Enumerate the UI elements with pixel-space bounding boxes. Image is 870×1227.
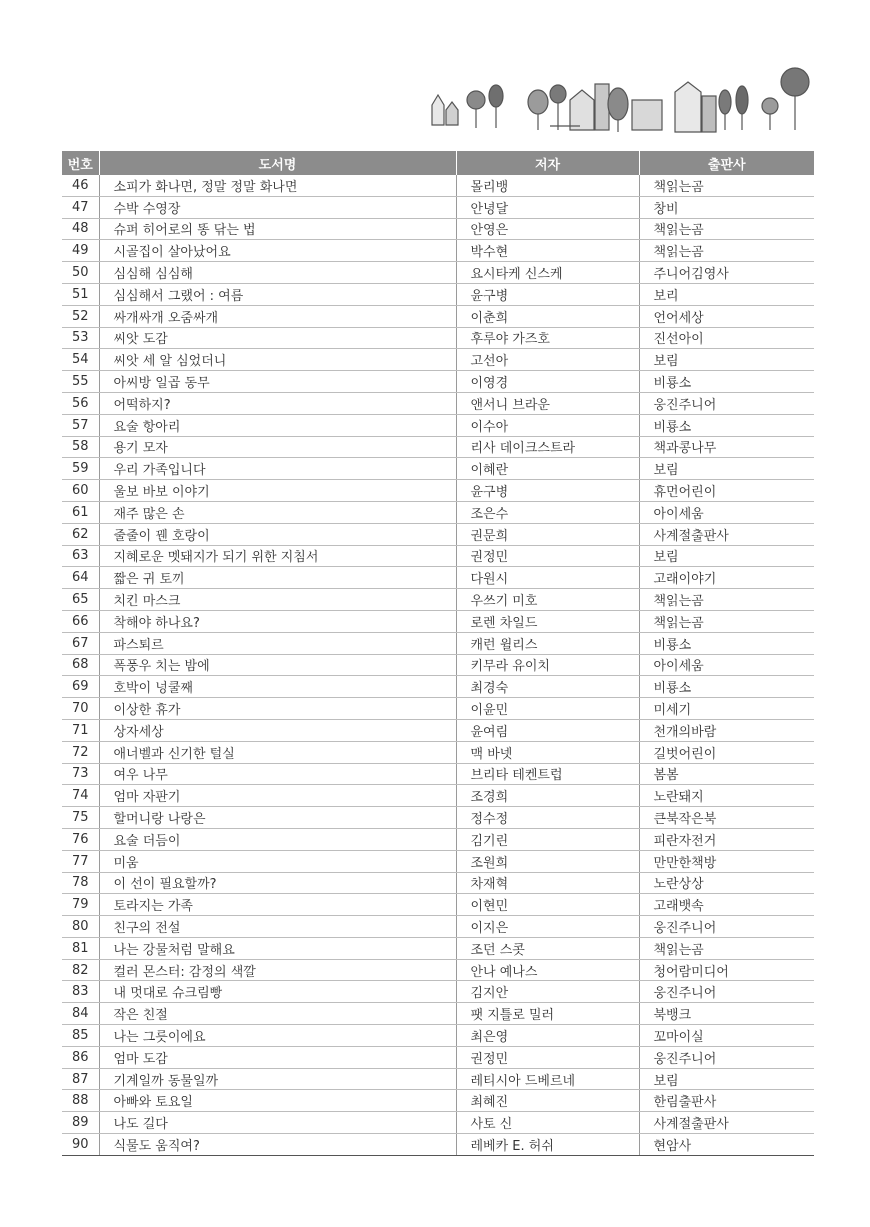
row-number: 62 <box>62 523 99 545</box>
book-title: 엄마 도감 <box>99 1046 456 1068</box>
book-publisher: 책읽는곰 <box>639 240 814 262</box>
table-row <box>62 567 814 589</box>
book-author: 김지안 <box>456 981 639 1003</box>
row-number: 70 <box>62 698 99 720</box>
table-row <box>62 523 814 545</box>
row-number: 66 <box>62 610 99 632</box>
book-author: 최은영 <box>456 1025 639 1047</box>
book-publisher: 한림출판사 <box>639 1090 814 1112</box>
book-title: 토라지는 가족 <box>99 894 456 916</box>
book-publisher: 피란자전거 <box>639 828 814 850</box>
book-title: 기계일까 동물일까 <box>99 1068 456 1090</box>
row-number: 50 <box>62 262 99 284</box>
book-publisher: 보림 <box>639 1068 814 1090</box>
book-publisher: 큰북작은북 <box>639 807 814 829</box>
book-author: 권정민 <box>456 1046 639 1068</box>
book-title: 애너벨과 신기한 털실 <box>99 741 456 763</box>
book-publisher: 웅진주니어 <box>639 1046 814 1068</box>
book-title: 내 멋대로 슈크림빵 <box>99 981 456 1003</box>
book-title: 울보 바보 이야기 <box>99 480 456 502</box>
book-author: 이지은 <box>456 916 639 938</box>
row-number: 46 <box>62 175 99 196</box>
row-number: 52 <box>62 305 99 327</box>
book-author: 윤구병 <box>456 283 639 305</box>
book-publisher: 웅진주니어 <box>639 981 814 1003</box>
table-row <box>62 916 814 938</box>
book-title: 여우 나무 <box>99 763 456 785</box>
book-title: 지혜로운 멧돼지가 되기 위한 지침서 <box>99 545 456 567</box>
row-number: 64 <box>62 567 99 589</box>
book-title: 줄줄이 꿴 호랑이 <box>99 523 456 545</box>
book-author: 박수현 <box>456 240 639 262</box>
book-publisher: 만만한책방 <box>639 850 814 872</box>
table-row <box>62 458 814 480</box>
row-number: 51 <box>62 283 99 305</box>
table-row <box>62 480 814 502</box>
book-title: 아씨방 일곱 동무 <box>99 371 456 393</box>
table-row <box>62 763 814 785</box>
book-author: 이영경 <box>456 371 639 393</box>
book-author: 최경숙 <box>456 676 639 698</box>
book-author: 로렌 차일드 <box>456 610 639 632</box>
row-number: 87 <box>62 1068 99 1090</box>
book-title: 소피가 화나면, 정말 정말 화나면 <box>99 175 456 196</box>
book-author: 후루야 가즈호 <box>456 327 639 349</box>
book-publisher: 휴먼어린이 <box>639 480 814 502</box>
book-author: 이혜란 <box>456 458 639 480</box>
book-author: 요시타케 신스케 <box>456 262 639 284</box>
table-row <box>62 305 814 327</box>
table-row <box>62 218 814 240</box>
book-publisher: 비룡소 <box>639 371 814 393</box>
book-author: 리사 데이크스트라 <box>456 436 639 458</box>
book-author: 몰리뱅 <box>456 175 639 196</box>
table-row <box>62 589 814 611</box>
book-author: 고선아 <box>456 349 639 371</box>
book-author: 팻 지틀로 밀러 <box>456 1003 639 1025</box>
row-number: 75 <box>62 807 99 829</box>
book-publisher: 보림 <box>639 349 814 371</box>
book-title: 슈퍼 히어로의 똥 닦는 법 <box>99 218 456 240</box>
book-title: 컬러 몬스터: 감정의 색깔 <box>99 959 456 981</box>
book-publisher: 아이세움 <box>639 501 814 523</box>
book-title: 짧은 귀 토끼 <box>99 567 456 589</box>
book-title: 아빠와 토요일 <box>99 1090 456 1112</box>
row-number: 55 <box>62 371 99 393</box>
book-author: 안녕달 <box>456 196 639 218</box>
row-number: 61 <box>62 501 99 523</box>
book-title: 작은 친절 <box>99 1003 456 1025</box>
book-author: 조경희 <box>456 785 639 807</box>
book-publisher: 비룡소 <box>639 632 814 654</box>
book-publisher: 진선아이 <box>639 327 814 349</box>
table-row <box>62 1046 814 1068</box>
row-number: 77 <box>62 850 99 872</box>
book-author: 캐런 윌리스 <box>456 632 639 654</box>
book-author: 이춘희 <box>456 305 639 327</box>
row-number: 54 <box>62 349 99 371</box>
book-author: 이현민 <box>456 894 639 916</box>
book-title: 엄마 자판기 <box>99 785 456 807</box>
book-title: 나는 강물처럼 말해요 <box>99 937 456 959</box>
book-publisher: 노란상상 <box>639 872 814 894</box>
row-number: 48 <box>62 218 99 240</box>
table-row <box>62 392 814 414</box>
book-publisher: 책읽는곰 <box>639 937 814 959</box>
book-publisher: 책읽는곰 <box>639 610 814 632</box>
row-number: 80 <box>62 916 99 938</box>
book-title: 나는 그릇이에요 <box>99 1025 456 1047</box>
book-author: 이윤민 <box>456 698 639 720</box>
row-number: 85 <box>62 1025 99 1047</box>
book-author: 윤구병 <box>456 480 639 502</box>
table-row <box>62 719 814 741</box>
table-header-row <box>62 151 814 175</box>
book-author: 다원시 <box>456 567 639 589</box>
book-publisher: 책읽는곰 <box>639 218 814 240</box>
book-publisher: 고래이야기 <box>639 567 814 589</box>
book-publisher: 웅진주니어 <box>639 392 814 414</box>
book-author: 정수정 <box>456 807 639 829</box>
book-publisher: 아이세움 <box>639 654 814 676</box>
book-publisher: 책읽는곰 <box>639 589 814 611</box>
row-number: 73 <box>62 763 99 785</box>
table-row <box>62 1003 814 1025</box>
row-number: 83 <box>62 981 99 1003</box>
row-number: 68 <box>62 654 99 676</box>
table-row <box>62 676 814 698</box>
header-author: 저자 <box>456 151 639 175</box>
table-row <box>62 981 814 1003</box>
table-row <box>62 807 814 829</box>
row-number: 59 <box>62 458 99 480</box>
row-number: 88 <box>62 1090 99 1112</box>
table-row <box>62 1068 814 1090</box>
book-publisher: 봄봄 <box>639 763 814 785</box>
table-row <box>62 327 814 349</box>
row-number: 72 <box>62 741 99 763</box>
book-author: 앤서니 브라운 <box>456 392 639 414</box>
row-number: 90 <box>62 1134 99 1156</box>
book-publisher: 책읽는곰 <box>639 175 814 196</box>
book-author: 조원희 <box>456 850 639 872</box>
book-list-table <box>62 151 814 1156</box>
book-author: 레베카 E. 허쉬 <box>456 1134 639 1156</box>
book-author: 차재혁 <box>456 872 639 894</box>
book-publisher: 책과콩나무 <box>639 436 814 458</box>
row-number: 65 <box>62 589 99 611</box>
book-title: 미움 <box>99 850 456 872</box>
book-publisher: 사계절출판사 <box>639 1112 814 1134</box>
row-number: 89 <box>62 1112 99 1134</box>
table-row <box>62 262 814 284</box>
row-number: 81 <box>62 937 99 959</box>
table-row <box>62 1112 814 1134</box>
book-publisher: 미세기 <box>639 698 814 720</box>
book-title: 폭풍우 치는 밤에 <box>99 654 456 676</box>
book-title: 파스퇴르 <box>99 632 456 654</box>
book-author: 권문희 <box>456 523 639 545</box>
book-title: 시골집이 살아났어요 <box>99 240 456 262</box>
book-title: 심심해 심심해 <box>99 262 456 284</box>
book-title: 이 선이 필요할까? <box>99 872 456 894</box>
table-row <box>62 632 814 654</box>
book-publisher: 노란돼지 <box>639 785 814 807</box>
book-title: 심심해서 그랬어 : 여름 <box>99 283 456 305</box>
book-title: 수박 수영장 <box>99 196 456 218</box>
book-title: 재주 많은 손 <box>99 501 456 523</box>
table-row <box>62 349 814 371</box>
row-number: 63 <box>62 545 99 567</box>
table-row <box>62 501 814 523</box>
row-number: 49 <box>62 240 99 262</box>
table-row <box>62 610 814 632</box>
table-row <box>62 196 814 218</box>
row-number: 74 <box>62 785 99 807</box>
table-row <box>62 1090 814 1112</box>
book-title: 상자세상 <box>99 719 456 741</box>
table-row <box>62 240 814 262</box>
table-row <box>62 436 814 458</box>
row-number: 60 <box>62 480 99 502</box>
book-title: 용기 모자 <box>99 436 456 458</box>
table-row <box>62 937 814 959</box>
book-author: 조은수 <box>456 501 639 523</box>
book-title: 씨앗 도감 <box>99 327 456 349</box>
book-publisher: 비룡소 <box>639 676 814 698</box>
table-row <box>62 175 814 196</box>
book-title: 씨앗 세 알 심었더니 <box>99 349 456 371</box>
book-title: 우리 가족입니다 <box>99 458 456 480</box>
book-publisher: 언어세상 <box>639 305 814 327</box>
book-author: 키무라 유이치 <box>456 654 639 676</box>
village-trees-illustration <box>420 60 820 135</box>
row-number: 53 <box>62 327 99 349</box>
book-author: 권정민 <box>456 545 639 567</box>
book-title: 식물도 움직여? <box>99 1134 456 1156</box>
book-author: 우쓰기 미호 <box>456 589 639 611</box>
book-publisher: 웅진주니어 <box>639 916 814 938</box>
table-row <box>62 785 814 807</box>
book-publisher: 보리 <box>639 283 814 305</box>
book-publisher: 북뱅크 <box>639 1003 814 1025</box>
book-publisher: 창비 <box>639 196 814 218</box>
table-row <box>62 1025 814 1047</box>
table-row <box>62 894 814 916</box>
book-publisher: 현암사 <box>639 1134 814 1156</box>
book-author: 이수아 <box>456 414 639 436</box>
row-number: 69 <box>62 676 99 698</box>
book-author: 맥 바넷 <box>456 741 639 763</box>
book-author: 최혜진 <box>456 1090 639 1112</box>
book-author: 조던 스콧 <box>456 937 639 959</box>
table-row <box>62 654 814 676</box>
table-row <box>62 872 814 894</box>
book-title: 치킨 마스크 <box>99 589 456 611</box>
table-row <box>62 371 814 393</box>
row-number: 56 <box>62 392 99 414</box>
book-title: 나도 길다 <box>99 1112 456 1134</box>
row-number: 58 <box>62 436 99 458</box>
row-number: 79 <box>62 894 99 916</box>
book-publisher: 사계절출판사 <box>639 523 814 545</box>
book-title: 친구의 전설 <box>99 916 456 938</box>
book-publisher: 비룡소 <box>639 414 814 436</box>
row-number: 47 <box>62 196 99 218</box>
table-row <box>62 283 814 305</box>
row-number: 78 <box>62 872 99 894</box>
book-author: 안영은 <box>456 218 639 240</box>
table-row <box>62 959 814 981</box>
row-number: 82 <box>62 959 99 981</box>
row-number: 71 <box>62 719 99 741</box>
book-title: 요술 항아리 <box>99 414 456 436</box>
book-publisher: 청어람미디어 <box>639 959 814 981</box>
book-publisher: 주니어김영사 <box>639 262 814 284</box>
book-title: 호박이 넝쿨째 <box>99 676 456 698</box>
book-publisher: 고래뱃속 <box>639 894 814 916</box>
book-title: 요술 더듬이 <box>99 828 456 850</box>
book-title: 착해야 하나요? <box>99 610 456 632</box>
row-number: 67 <box>62 632 99 654</box>
row-number: 86 <box>62 1046 99 1068</box>
table-row <box>62 828 814 850</box>
book-title: 할머니랑 나랑은 <box>99 807 456 829</box>
book-author: 브리타 테켄트럽 <box>456 763 639 785</box>
table-row <box>62 1134 814 1156</box>
book-publisher: 꼬마이실 <box>639 1025 814 1047</box>
book-publisher: 보림 <box>639 458 814 480</box>
book-author: 윤여림 <box>456 719 639 741</box>
book-author: 사토 신 <box>456 1112 639 1134</box>
book-title: 이상한 휴가 <box>99 698 456 720</box>
row-number: 76 <box>62 828 99 850</box>
book-title: 어떡하지? <box>99 392 456 414</box>
header-publisher: 출판사 <box>639 151 814 175</box>
table-row <box>62 698 814 720</box>
header-number: 번호 <box>62 151 99 175</box>
book-publisher: 천개의바람 <box>639 719 814 741</box>
book-publisher: 보림 <box>639 545 814 567</box>
book-author: 레티시아 드베르네 <box>456 1068 639 1090</box>
table-row <box>62 545 814 567</box>
row-number: 57 <box>62 414 99 436</box>
header-title: 도서명 <box>99 151 456 175</box>
table-row <box>62 414 814 436</box>
table-row <box>62 850 814 872</box>
book-author: 김기린 <box>456 828 639 850</box>
book-author: 안나 예나스 <box>456 959 639 981</box>
table-row <box>62 741 814 763</box>
book-title: 싸개싸개 오줌싸개 <box>99 305 456 327</box>
book-publisher: 길벗어린이 <box>639 741 814 763</box>
row-number: 84 <box>62 1003 99 1025</box>
